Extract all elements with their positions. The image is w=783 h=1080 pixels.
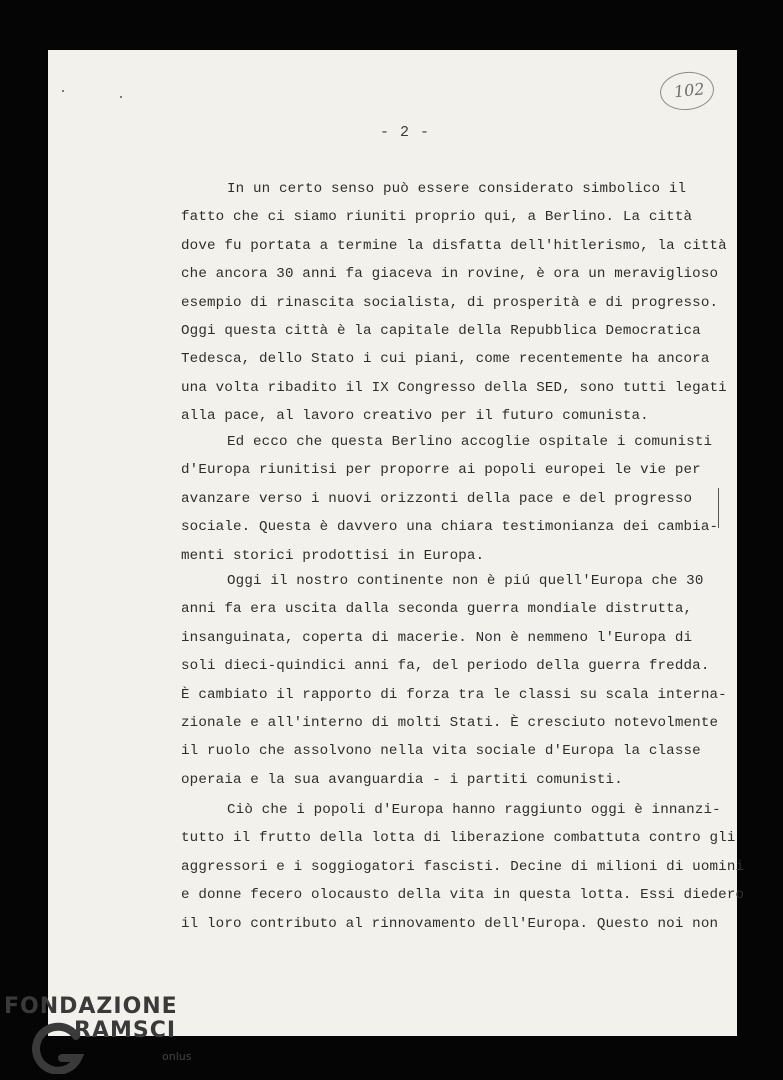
- text-line: zionale e all'interno di molti Stati. È cresciuto notevolmente: [181, 715, 719, 731]
- paragraph-first-line: Ed ecco che questa Berlino accoglie ospitale i comunisti: [227, 434, 713, 450]
- logo-onlus: onlus: [162, 1050, 192, 1063]
- text-line: È cambiato il rapporto di forza tra le classi su scala interna-: [181, 686, 727, 703]
- fondazione-gramsci-logo: [4, 994, 204, 1080]
- text-line: e donne fecero olocausto della vita in questa lotta. Essi diedero: [181, 887, 745, 904]
- text-line: alla pace, al lavoro creativo per il futuro comunista.: [181, 408, 649, 425]
- text-line: che ancora 30 anni fa giaceva in rovine, è ora un meraviglioso: [181, 266, 719, 283]
- text-line: Tedesca, dello Stato i cui piani, come recentemente ha ancora: [181, 351, 710, 368]
- logo-text-top: FONDAZIONE: [4, 994, 178, 1019]
- paragraph-first-line: Oggi il nostro continente non è piú quell'Europa che 30: [227, 573, 704, 589]
- text-line: anni fa era uscita dalla seconda guerra mondiale distrutta,: [181, 601, 693, 618]
- page-number: - 2 -: [380, 124, 431, 141]
- text-line: d'Europa riunitisi per proporre ai popoli europei le vie per: [181, 462, 701, 479]
- text-line: il loro contributo al rinnovamento dell'Europa. Questo noi non: [181, 915, 719, 932]
- text-line: tutto il frutto della lotta di liberazione combattuta contro gli: [181, 830, 736, 847]
- text-line: Oggi questa città è la capitale della Repubblica Democratica: [181, 323, 701, 339]
- paper-speck: [120, 96, 122, 98]
- text-line: dove fu portata a termine la disfatta dell'hitlerismo, la città: [181, 237, 727, 254]
- text-line: operaia e la sua avanguardia - i partiti comunisti.: [181, 771, 623, 788]
- paragraph-first-line: Ciò che i popoli d'Europa hanno raggiunto oggi è innanzi-: [227, 802, 721, 818]
- archive-stamp-number: 102: [673, 79, 706, 102]
- text-line: insanguinata, coperta di macerie. Non è nemmeno l'Europa di: [181, 629, 693, 646]
- text-line: fatto che ci siamo riuniti proprio qui, a Berlino. La città: [181, 209, 693, 226]
- text-line: aggressori e i soggiogatori fascisti. Decine di milioni di uomini: [181, 858, 745, 875]
- text-line: una volta ribadito il IX Congresso della SED, sono tutti legati: [181, 379, 727, 396]
- text-line: avanzare verso i nuovi orizzonti della pace e del progresso: [181, 490, 693, 507]
- text-line: soli dieci-quindici anni fa, del periodo della guerra fredda.: [181, 658, 710, 675]
- text-line: menti storici prodottisi in Europa.: [181, 547, 485, 564]
- paragraph-first-line: In un certo senso può essere considerato simbolico il: [227, 181, 687, 197]
- paper-speck: [62, 90, 64, 92]
- text-line: il ruolo che assolvono nella vita sociale d'Europa la classe: [181, 743, 701, 760]
- logo-text-bottom: RAMSCI: [74, 1018, 177, 1043]
- text-line: sociale. Questa è davvero una chiara testimonianza dei cambia-: [181, 519, 719, 536]
- text-line: esempio di rinascita socialista, di prosperità e di progresso.: [181, 294, 719, 311]
